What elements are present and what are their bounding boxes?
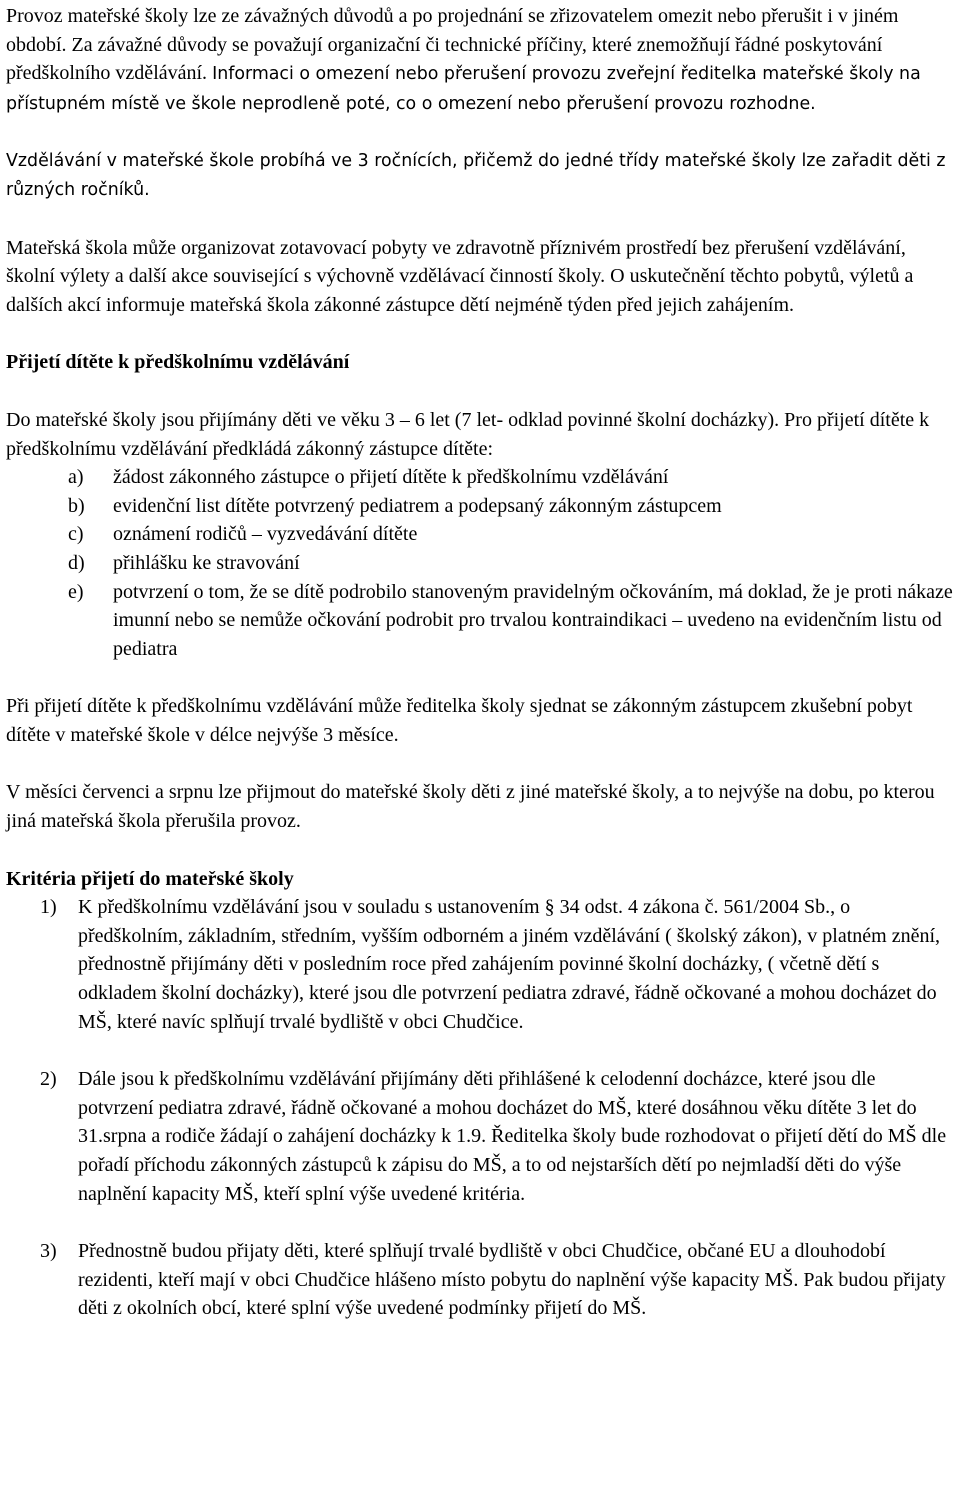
paragraph-grades: Vzdělávání v mateřské škole probíhá ve 3 ročnících, přičemž do jedné třídy mateřské školy lze zařadit děti z různých ročníků. [6, 151, 946, 200]
list-item [6, 1065, 954, 1208]
list-item-text: oznámení rodičů – vyzvedávání dítěte [113, 523, 418, 546]
list-marker: 2) [40, 1068, 57, 1091]
list-marker: e) [68, 580, 84, 603]
list-item [6, 492, 954, 521]
paragraph-operation-interruption [6, 2, 954, 118]
paragraph-admission-age: Do mateřské školy jsou přijímány děti ve věku 3 – 6 let (7 let- odklad povinné školní docházky). Pro přijetí dítěte k předškolnímu vzdělávání předkládá zákonný zástupce dítěte: [6, 408, 930, 460]
text-interruption-notice: Informaci o omezení nebo přerušení provozu zveřejní ředitelka mateřské školy na přístupném místě ve škole neprodleně poté, co o omezení nebo přerušení provozu rozhodne. [6, 64, 921, 114]
list-marker: b) [68, 494, 85, 517]
list-item-text: evidenční list dítěte potvrzený pediatrem a podepsaný zákonným zástupcem [113, 494, 722, 517]
text-operation-reasons: Provoz mateřské školy lze ze závažných důvodů a po projednání se zřizovatelem omezit nebo přerušit i v jiném období. Za závažné důvody se považují organizační či technické příčiny, které znemožňují řádné poskytování předškolního vzdělávání. [6, 5, 899, 85]
list-item-text: potvrzení o tom, že se dítě podrobilo stanoveným pravidelným očkováním, má doklad, že je proti nákaze imunní nebo se nemůže očkování podrobit pro trvalou kontraindikaci – uvedeno na evidenčním listu od pediatra [113, 580, 953, 660]
heading-criteria: Kritéria přijetí do mateřské školy [6, 867, 294, 890]
list-marker: 3) [40, 1240, 57, 1263]
paragraph-trial-stay: Při přijetí dítěte k předškolnímu vzdělávání může ředitelka školy sjednat se zákonným zástupcem zkušební pobyt dítěte v mateřské škole v délce nejvýše 3 měsíce. [6, 695, 913, 746]
admission-documents-list [6, 463, 954, 663]
paragraph-stays-trips: Mateřská škola může organizovat zotavovací pobyty ve zdravotně příznivém prostředí bez přerušení vzdělávání, školní výlety a další akce související s výchovně vzdělávací činností školy. O uskutečnění těchto pobytů, výletů a dalších akcí informuje mateřská škola zákonné zástupce dětí nejméně týden před jejich zahájením. [6, 236, 914, 316]
list-item [6, 1237, 954, 1323]
list-item [6, 578, 954, 664]
list-item-text: Přednostně budou přijaty děti, které splňují trvalé bydliště v obci Chudčice, občané EU a dlouhodobí rezidenti, kteří mají v obci Chudčice hlášeno místo pobytu do naplnění výše kapacity MŠ. Pak budou přijaty děti z okolních obcí, které splní výše uvedené podmínky přijetí do MŠ. [78, 1240, 946, 1320]
list-item [6, 893, 954, 1036]
list-marker: a) [68, 466, 84, 489]
list-marker: 1) [40, 896, 57, 919]
list-marker: c) [68, 523, 84, 546]
list-item [6, 463, 954, 492]
heading-admission: Přijetí dítěte k předškolnímu vzdělávání [6, 351, 350, 374]
criteria-list [6, 893, 954, 1323]
list-item-text: Dále jsou k předškolnímu vzdělávání přijímány děti přihlášené k celodenní docházce, které jsou dle potvrzení pediatra zdravé, řádně očkované a mohou docházet do MŠ, které dosáhnou věku dítěte 3 let do 31.srpna a rodiče žádají o zahájení docházky k 1.9. Ředitelka školy bude rozhodovat o přijetí dětí do MŠ dle pořadí příchodu zákonných zástupců k zápisu do MŠ, a to od nejstarších dětí po nejmladší děti do výše naplnění kapacity MŠ, kteří splní výše uvedené kritéria. [78, 1068, 947, 1205]
list-item [6, 549, 954, 578]
list-item [6, 520, 954, 549]
list-item-text: žádost zákonného zástupce o přijetí dítěte k předškolnímu vzdělávání [113, 466, 669, 489]
list-item-text: přihlášku ke stravování [113, 551, 300, 574]
paragraph-summer-admission: V měsíci červenci a srpnu lze přijmout do mateřské školy děti z jiné mateřské školy, a to nejvýše na dobu, po kterou jiná mateřská škola přerušila provoz. [6, 781, 935, 833]
list-item-text: K předškolnímu vzdělávání jsou v souladu s ustanovením § 34 odst. 4 zákona č. 561/2004 Sb., o předškolním, základním, středním, vyšším odborném a jiném vzdělávání ( školský zákon), v platném znění, přednostně přijímány děti v posledním roce před zahájením povinné školní docházky, ( včetně dětí s odkladem školní docházky), které jsou dle potvrzení pediatra zdravé, řádně očkované a mohou docházet do MŠ, které navíc splňují trvalé bydliště v obci Chudčice. [78, 896, 941, 1033]
list-marker: d) [68, 551, 85, 574]
